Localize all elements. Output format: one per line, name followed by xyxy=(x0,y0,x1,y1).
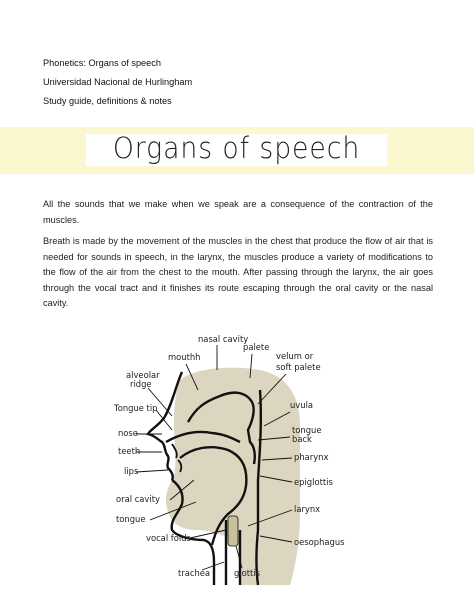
label-alveolar: alveolar xyxy=(126,370,160,380)
label-trachea: trachea xyxy=(178,568,211,578)
label-nasal-cavity: nasal cavity xyxy=(198,334,249,344)
page-title: Organs of speech xyxy=(112,131,361,165)
paragraph-intro: All the sounds that we make when we speak are a consequence of the contraction of the muscles. xyxy=(43,199,433,225)
label-glottis: glottis xyxy=(234,568,261,578)
document-subtitle: Study guide, definitions & notes xyxy=(43,96,172,106)
label-ridge: ridge xyxy=(130,379,152,389)
label-mouthh: mouthh xyxy=(168,352,201,362)
document-header xyxy=(43,54,192,111)
head-silhouette xyxy=(166,368,300,585)
label-epiglottis: epiglottis xyxy=(294,477,333,487)
label-vocal-folds: vocal folds xyxy=(146,533,191,543)
label-tongue-back-2: back xyxy=(292,434,312,444)
label-tongue-back-1: tongue xyxy=(292,425,322,435)
label-pharynx: pharynx xyxy=(294,452,329,462)
label-larynx: larynx xyxy=(294,504,321,514)
label-oral-cavity: oral cavity xyxy=(116,494,160,504)
label-tongue: tongue xyxy=(116,514,146,524)
label-soft-palete: soft palete xyxy=(276,362,321,372)
paragraph-breath: Breath is made by the movement of the muscles in the chest that produce the flow of air that is needed for sounds in speech, in the larynx, the muscles produce a variety of modifications to the flow of the air from the chest to the mouth. After passing through the larynx, the air goes through the vocal tract and it finishes its route escaping through the oral cavity or the nasal cavity. xyxy=(43,236,433,309)
label-palete: palete xyxy=(243,342,270,352)
label-velum: velum or xyxy=(276,351,314,361)
label-tongue-tip: Tongue tip xyxy=(114,403,158,413)
organs-of-speech-diagram xyxy=(100,330,360,590)
vocal-folds xyxy=(228,516,238,546)
label-teeth: teeth xyxy=(118,446,141,456)
label-uvula: uvula xyxy=(290,400,314,410)
course-title: Phonetics: Organs of speech xyxy=(43,58,161,68)
label-lips: lips xyxy=(124,466,139,476)
label-nose: nose xyxy=(118,428,138,438)
university-name: Universidad Nacional de Hurlingham xyxy=(43,77,193,87)
label-oesophagus: oesophagus xyxy=(294,537,345,547)
